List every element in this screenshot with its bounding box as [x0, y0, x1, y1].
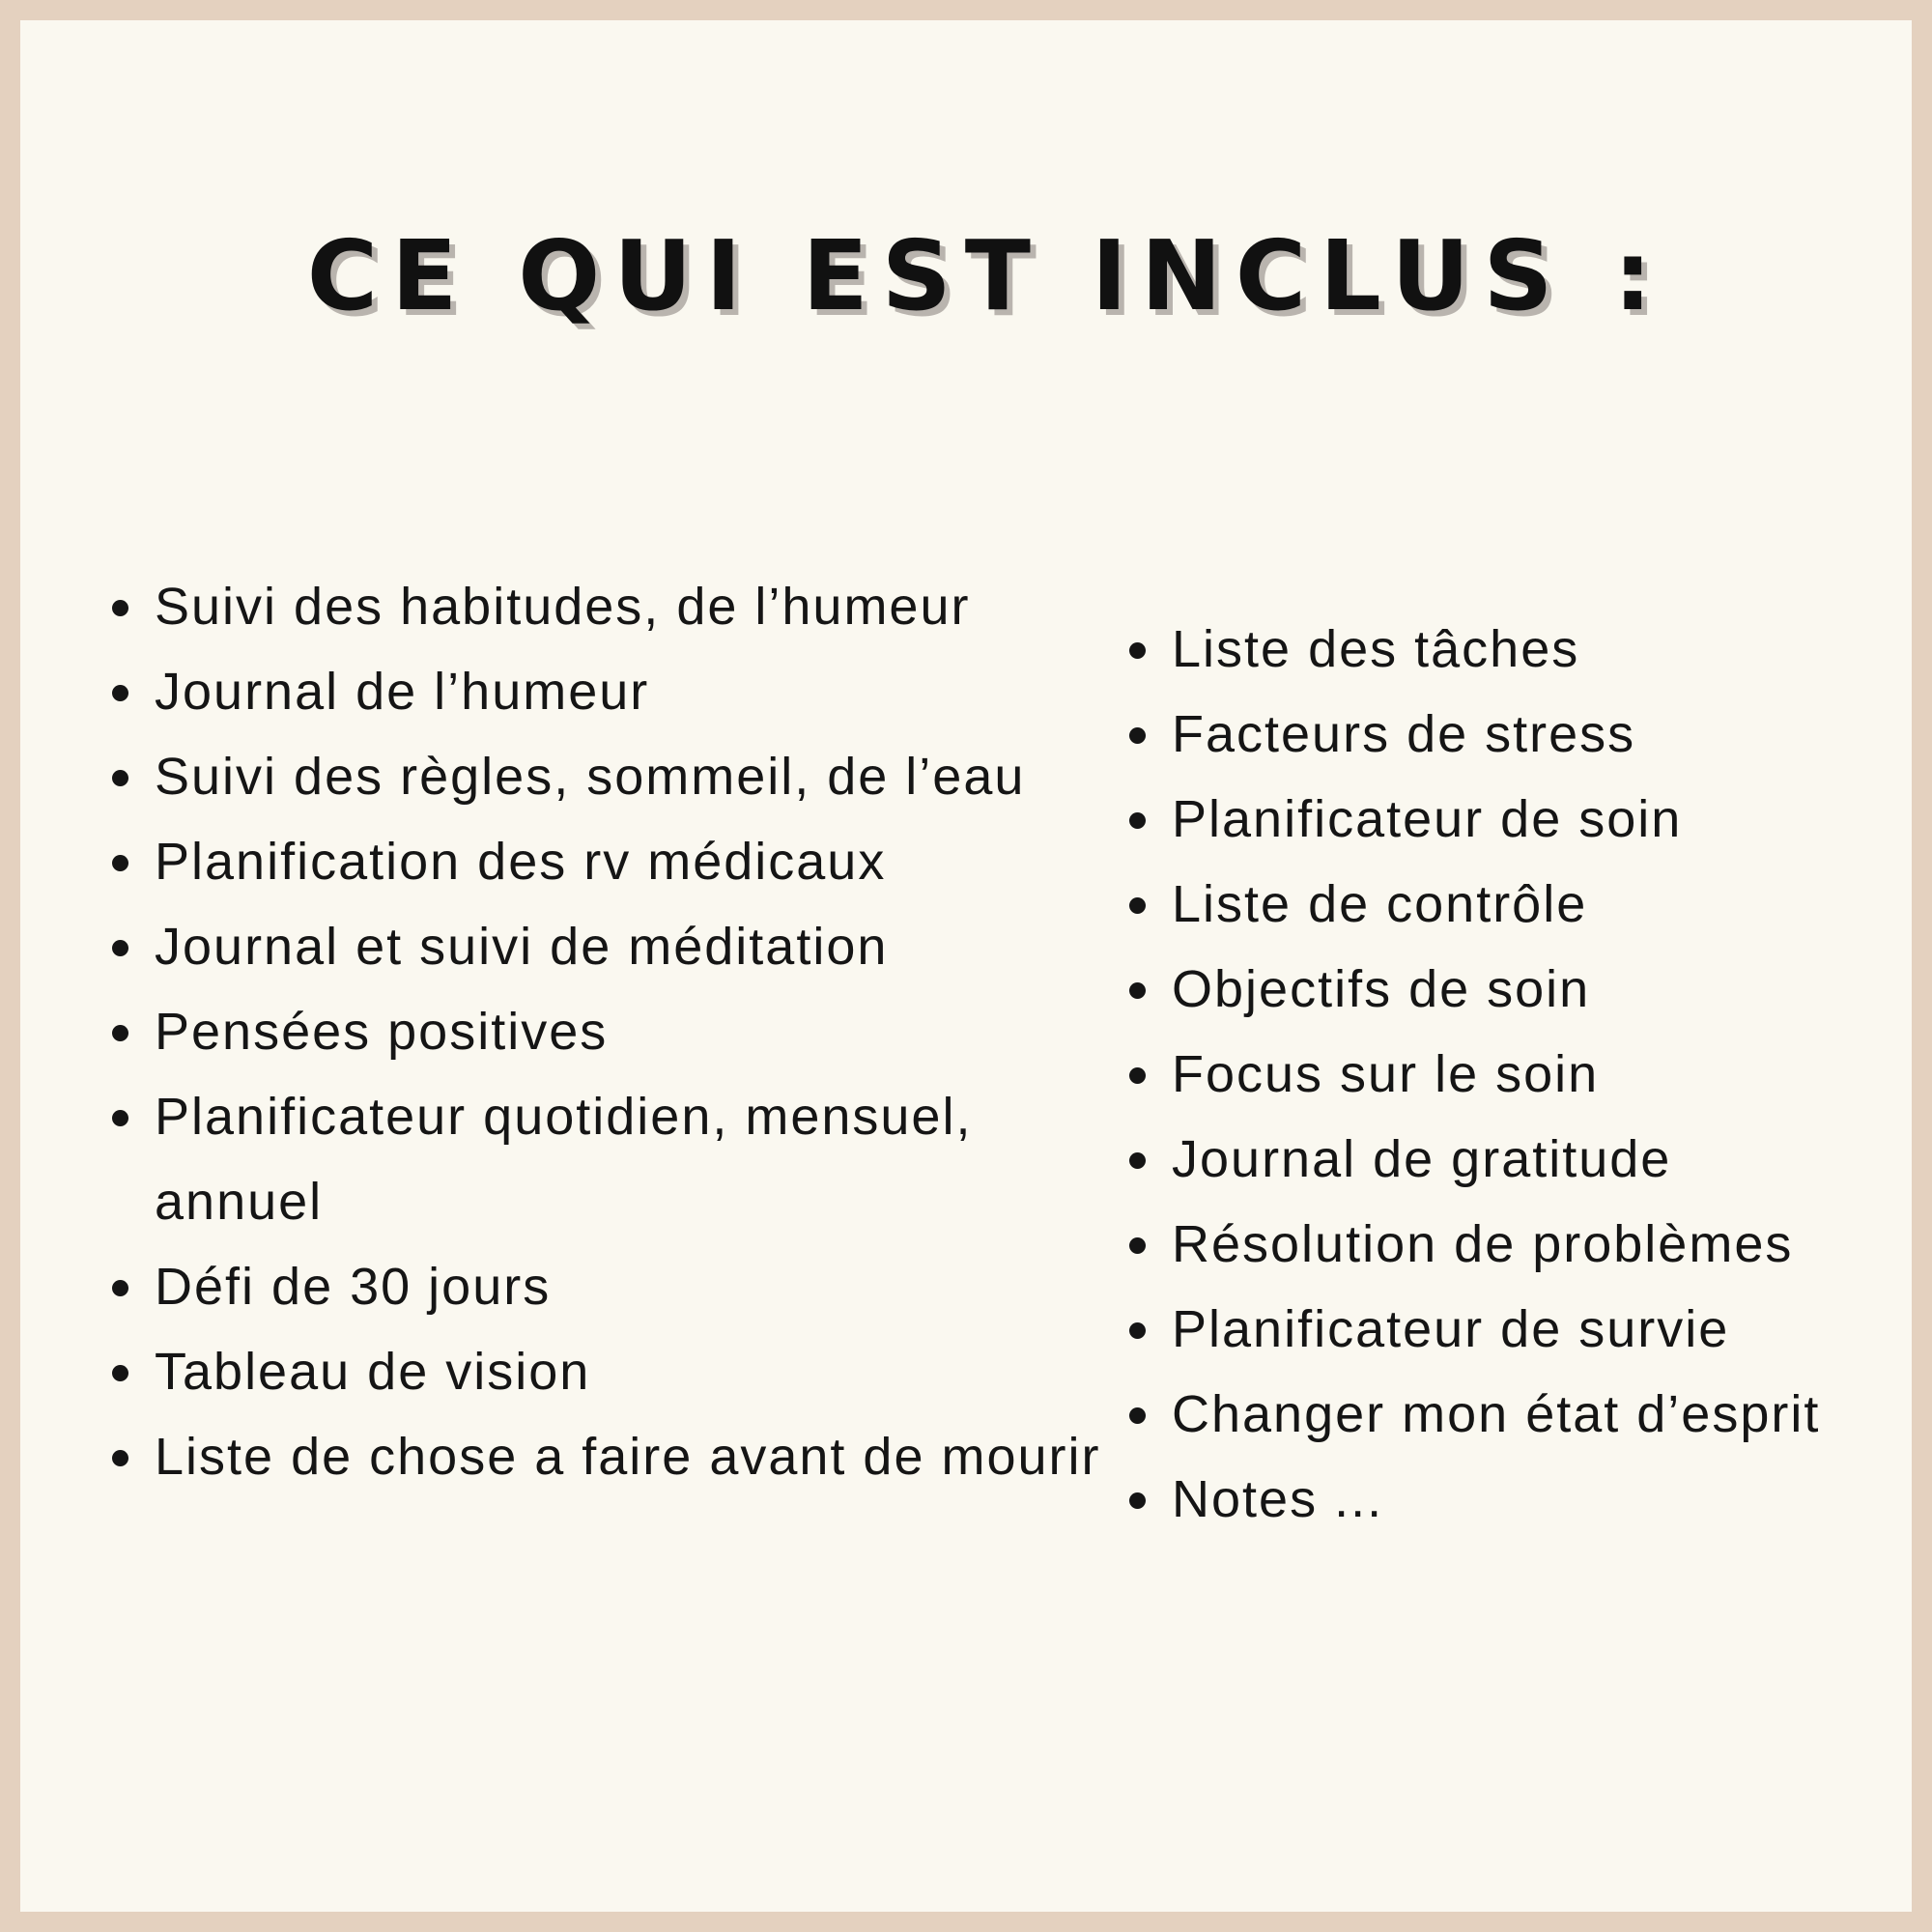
list-item-label: Défi de 30 jours	[155, 1258, 552, 1316]
bullet-icon	[112, 770, 128, 786]
list-item-label: Pensées positives	[155, 1003, 609, 1061]
list-item-label: Planification des rv médicaux	[155, 833, 887, 891]
list-item	[1126, 1202, 1928, 1287]
bullet-icon	[112, 855, 128, 871]
list-item	[1126, 607, 1928, 692]
bullet-icon	[112, 1025, 128, 1041]
bullet-icon	[1129, 1067, 1146, 1084]
list-item-label: Suivi des habitudes, de l’humeur	[155, 578, 971, 636]
features-list-right	[1126, 607, 1928, 1542]
bullet-icon	[1129, 1322, 1146, 1339]
list-item	[109, 564, 1104, 649]
list-item	[1126, 777, 1928, 862]
list-item	[109, 904, 1104, 989]
list-item-label: Planificateur quotidien, mensuel, annuel	[155, 1088, 973, 1231]
list-item-label: Journal de gratitude	[1172, 1130, 1672, 1188]
bullet-icon	[1129, 982, 1146, 999]
bullet-icon	[1129, 642, 1146, 659]
list-item-label: Résolution de problèmes	[1172, 1215, 1794, 1273]
bullet-icon	[112, 600, 128, 616]
bullet-icon	[1129, 1407, 1146, 1424]
features-list-left	[109, 564, 1104, 1499]
bullet-icon	[1129, 1237, 1146, 1254]
list-item	[1126, 1032, 1928, 1117]
page-title: CE QUI EST INCLUS :	[306, 219, 1666, 332]
list-item	[109, 989, 1104, 1074]
bullet-icon	[1129, 812, 1146, 829]
list-item-label: Tableau de vision	[155, 1343, 591, 1401]
list-item	[1126, 1372, 1928, 1457]
list-item	[1126, 692, 1928, 777]
list-item-label: Journal de l’humeur	[155, 663, 650, 721]
list-item-label: Journal et suivi de méditation	[155, 918, 889, 976]
list-item-label: Liste des tâches	[1172, 620, 1580, 678]
bullet-icon	[1129, 897, 1146, 914]
bullet-icon	[112, 1280, 128, 1296]
list-item	[109, 1414, 1104, 1499]
bullet-icon	[1129, 1492, 1146, 1509]
bullet-icon	[112, 1450, 128, 1466]
list-item	[1126, 1287, 1928, 1372]
bullet-icon	[1129, 1152, 1146, 1169]
list-item-label: Objectifs de soin	[1172, 960, 1591, 1018]
list-item-label: Suivi des règles, sommeil, de l’eau	[155, 748, 1026, 806]
list-item	[1126, 862, 1928, 947]
bullet-icon	[112, 685, 128, 701]
list-item-label: Focus sur le soin	[1172, 1045, 1600, 1103]
list-item	[109, 734, 1104, 819]
bullet-icon	[1129, 727, 1146, 744]
list-item	[109, 649, 1104, 734]
bullet-icon	[112, 940, 128, 956]
list-item-label: Facteurs de stress	[1172, 705, 1636, 763]
list-item-label: Changer mon état d’esprit	[1172, 1385, 1821, 1443]
bullet-icon	[112, 1365, 128, 1381]
list-item	[109, 1244, 1104, 1329]
list-item	[109, 1329, 1104, 1414]
list-item	[1126, 1457, 1928, 1542]
list-item-label: Liste de chose a faire avant de mourir	[155, 1428, 1101, 1486]
list-item	[1126, 947, 1928, 1032]
list-item-label: Liste de contrôle	[1172, 875, 1588, 933]
list-item-label: Planificateur de survie	[1172, 1300, 1730, 1358]
bullet-icon	[112, 1110, 128, 1126]
list-item	[1126, 1117, 1928, 1202]
list-item-label: Planificateur de soin	[1172, 790, 1683, 848]
list-item	[109, 819, 1104, 904]
list-item-label: Notes ...	[1172, 1470, 1384, 1528]
list-item	[109, 1074, 1104, 1244]
